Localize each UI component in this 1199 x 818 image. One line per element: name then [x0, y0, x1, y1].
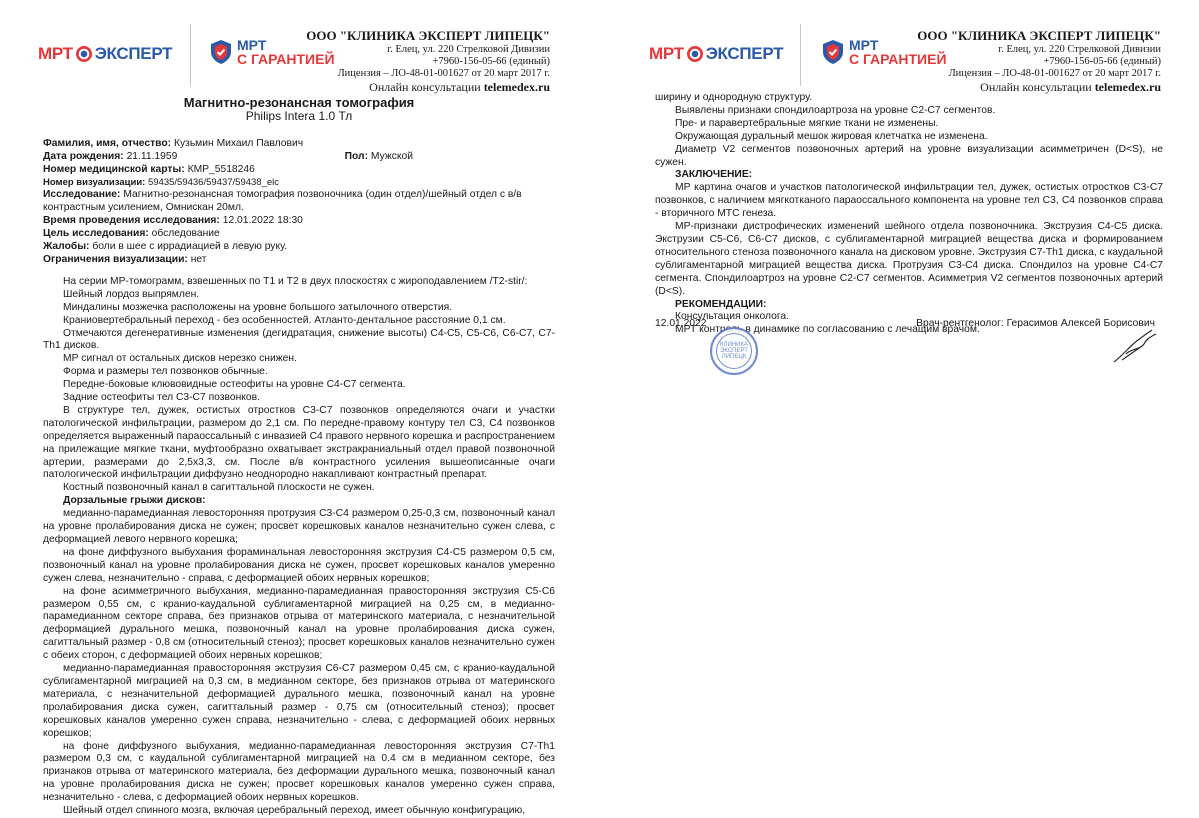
limits-value: нет	[190, 253, 207, 265]
clinic-address: г. Елец, ул. 220 Стрелковой Дивизии	[387, 44, 550, 55]
clinic-info	[306, 28, 550, 95]
finding-paragraph: Задние остеофиты тел С3-С7 позвонков.	[63, 392, 260, 404]
field-label: Жалобы:	[43, 241, 90, 253]
finding-paragraph: МР сигнал от остальных дисков нерезко снижен.	[63, 353, 297, 365]
finding-paragraph: Передне-боковые клювовидные остеофиты на уровне С4-С7 сегмента.	[63, 379, 406, 391]
field-card	[43, 164, 555, 177]
dob-value: 21.11.1959	[126, 150, 178, 162]
field-label: Исследование:	[43, 189, 121, 201]
finding-paragraph: Миндалины мозжечка расположены на уровне большого затылочного отверстия.	[63, 301, 453, 313]
hernia-section	[43, 508, 555, 818]
clinic-stamp	[710, 327, 758, 375]
report-page-2	[608, 0, 1199, 788]
field-study	[43, 189, 555, 215]
clinic-name: ООО "КЛИНИКА ЭКСПЕРТ ЛИПЕЦК"	[306, 28, 550, 43]
vis-value: 59435/59436/59437/59438_elc	[147, 176, 279, 188]
logo-mrt-text: МРТ	[38, 44, 73, 63]
field-label: Номер медицинской карты:	[43, 163, 185, 175]
finding-paragraph: ширину и однородную структуру.	[655, 92, 813, 103]
hernia-heading: Дорзальные грыжи дисков:	[63, 495, 206, 507]
finding-paragraph: Пре- и паравертебральные мягкие ткани не изменены.	[675, 117, 939, 129]
conclusion-paragraph: МР картина очагов и участков патологической инфильтрации тел, дужек, остистых отростков С3-С7 позвонков, с наличием мягкотканого параоссального компонента на уровне тел С3, С4 позвонков справа - вторичного МТС генеза.	[655, 182, 1163, 220]
finding-paragraph: На серии МР-томограмм, взвешенных по Т1 и Т2 в двух плоскостях с жироподавлением /T2-stir/:	[63, 275, 528, 287]
finding-paragraph: Краниовертебральный переход - без особенностей. Атланто-дентальное расстояние 0,1 см.	[63, 314, 506, 326]
logo-expert-text: ЭКСПЕРТ	[705, 44, 784, 63]
report-body-2	[655, 92, 1163, 337]
finding-paragraph: Форма и размеры тел позвонков обычные.	[63, 366, 268, 378]
report-body-1	[43, 97, 555, 818]
hernia-paragraph: медианно-парамедианная правосторонняя экструзия С6-С7 размером 0,45 см, с кранио-каудальной сублигаментарной миграцией на 0,3 см, в медианном секторе, без признаков отрыва от материнского материала, с незначительной деформацией дурального мешка, позвоночный канал на уровне пролабирования диска сужен, сагиттальный размер - 0,75 см (относительный стеноз); просвет корешковых каналов умеренно сужен справа, незначительно - слева, с деформацией обоих нервных корешков;	[43, 663, 555, 739]
stamp-text: КЛИНИКА ЭКСПЕРТ ЛИПЕЦК	[720, 342, 748, 360]
clinic-address: г. Елец, ул. 220 Стрелковой Дивизии	[998, 44, 1161, 55]
field-dob-sex	[43, 151, 413, 164]
divider	[190, 24, 191, 86]
hernia-paragraph: на фоне диффузного выбухания фораминальная левосторонняя экструзия С4-С5 размером 0,5 см, позвоночный канал на уровне пролабирования диска не сужен, просвет корешковых каналов умеренно сужен слева, незначительно - справа, с деформацией обоих нервных корешков;	[43, 546, 555, 584]
report-subtitle: Philips Intera 1.0 Тл	[245, 108, 353, 123]
hernia-paragraph: медианно-парамедианная левосторонняя протрузия С3-С4 размером 0,25-0,3 см, позвоночный канал на уровне пролабирования диска не сужен; просвет корешковых каналов незначительно сужен слева, с деформацией левого нервного корешка;	[43, 508, 555, 545]
finding-paragraph: Отмечаются дегенеративные изменения (дегидратация, снижение высоты) С4-С5, С5-С6, С6-С7, С7-Th1 дисков.	[43, 327, 555, 352]
field-label: Цель исследования:	[43, 228, 149, 240]
complaint-value: боли в шее с иррадиацией в левую руку.	[92, 241, 288, 253]
report-date: 12.01.2022	[655, 318, 707, 329]
goal-value: обследование	[151, 228, 220, 240]
guarantee-line-1: МРТ	[849, 37, 879, 53]
field-label: Фамилия, имя, отчество:	[43, 137, 172, 149]
clinic-license: Лицензия – ЛО-48-01-001627 от 20 март 2017 г.	[948, 68, 1161, 79]
shield-icon	[822, 39, 844, 65]
consult-site: telemedex.ru	[483, 80, 550, 94]
field-complaint	[43, 241, 555, 254]
doctor-name: Врач-рентгенолог: Герасимов Алексей Борисович	[916, 318, 1155, 329]
field-label: Пол:	[344, 150, 369, 162]
eye-icon	[687, 46, 703, 62]
clinic-license: Лицензия – ЛО-48-01-001627 от 20 март 2017 г.	[337, 68, 550, 79]
shield-icon	[210, 39, 232, 65]
guarantee-line-2: С ГАРАНТИЕЙ	[849, 51, 947, 67]
recommendations-heading: РЕКОМЕНДАЦИИ:	[675, 298, 767, 310]
finding-paragraph: Выявлены признаки спондилоартроза на уровне С2-С7 сегментов.	[675, 104, 996, 116]
field-vis	[43, 177, 555, 190]
finding-paragraph: Окружающая дуральный мешок жировая клетчатка не изменена.	[675, 130, 988, 142]
conclusion-heading: ЗАКЛЮЧЕНИЕ:	[675, 169, 753, 181]
consult-line	[306, 80, 550, 95]
report-page-1	[0, 0, 596, 817]
guarantee-line-2: С ГАРАНТИЕЙ	[237, 51, 335, 67]
eye-icon	[76, 46, 92, 62]
guarantee-line-1: МРТ	[237, 37, 267, 53]
card-value: КМР_5518246	[187, 163, 255, 175]
clinic-name: ООО "КЛИНИКА ЭКСПЕРТ ЛИПЕЦК"	[917, 28, 1161, 43]
logo-mrt-text: МРТ	[649, 44, 684, 63]
recommendation-paragraph: Консультация онколога.	[675, 311, 789, 323]
field-label: Дата рождения:	[43, 150, 124, 162]
field-label: Номер визуализации:	[43, 176, 146, 188]
conclusion-paragraph: МР-признаки дистрофических изменений шейного отдела позвоночника. Экструзия С4-С5 диска. Экструзии С5-С6, С6-С7 дисков, с сублигаментарной миграцией вещества диска и формированием относительного стеноза позвоночного канала на дисковом уровне. Экструзия С7-Th1 диска, с каудальной сублигаментарной миграцией вещества диска. Протрузия С3-С4 диска. Спондилоз на уровне С4-С7 сегмента. Спондилоартроз на уровне С2-С7 сегментов. Асимметрия V2 сегментов позвоночных артерий (D<S).	[655, 221, 1163, 297]
logo-expert-text: ЭКСПЕРТ	[94, 44, 173, 63]
field-goal	[43, 228, 555, 241]
finding-paragraph: Диаметр V2 сегментов позвоночных артерий на уровне визуализации асимметричен (D<S), не сужен.	[655, 143, 1163, 168]
finding-paragraph: Костный позвоночный канал в сагиттальной плоскости не сужен.	[63, 482, 375, 494]
study-value: Магнитно-резонансная томография позвоночника (один отдел)/шейный отдел с в/в контрастным усилением, Омнискан 20мл.	[43, 189, 522, 214]
mrt-expert-logo	[38, 44, 172, 64]
clinic-phone: +7960-156-05-66 (единый)	[432, 56, 550, 67]
report-title: Магнитно-резонансная томография	[183, 95, 415, 110]
consult-prefix: Онлайн консультации	[369, 80, 481, 94]
clinic-phone: +7960-156-05-66 (единый)	[1043, 56, 1161, 67]
findings-section	[43, 276, 555, 495]
doctor-signature	[1112, 326, 1162, 366]
time-value: 12.01.2022 18:30	[222, 215, 303, 227]
clinic-info	[917, 28, 1161, 95]
hernia-paragraph: Шейный отдел спинного мозга, включая церебральный переход, имеет обычную конфигурацию,	[63, 805, 526, 817]
mrt-expert-logo	[649, 44, 783, 64]
field-time	[43, 215, 555, 228]
consult-site: telemedex.ru	[1094, 80, 1161, 94]
field-name	[43, 138, 555, 151]
recommendation-paragraph: МРТ контроль в динамике по согласованию с лечащим врачом.	[675, 324, 980, 336]
field-label: Время проведения исследования:	[43, 215, 220, 227]
finding-paragraph: Шейный лордоз выпрямлен.	[63, 288, 200, 300]
hernia-paragraph: на фоне диффузного выбухания, медианно-парамедианная левосторонняя экструзия С7-Th1 размером 0,3 см, с каудальной сублигаментарной миграцией на 0.4 см в медианном секторе, без признаков отрыва от материнского материала, без деформации дурального мешка, позвоночный канал на уровне пролабирования диска не сужен; просвет корешковых каналов умеренно сужен справа, незначительно - слева, с деформацией обоих нервных корешков.	[43, 740, 555, 804]
divider	[800, 24, 801, 86]
finding-paragraph: В структуре тел, дужек, остистых отростков С3-С7 позвонков определяются очаги и участки патологической инфильтрации, размером до 2,1 см. По передне-правому контуру тел С3, С4 позвонков определяется выраженный параоссальный с инвазией С4 правого нервного корешка и распространением на прилежащие мягкие ткани, муфтообразно охватывает экстракраниальный отдел правой позвоночной артерии, размерами до 2,5х3,3, см. После в/в контрастного усиления вышеописанные очаги патологической инфильтрации диффузно неоднородно накапливают контрастный препарат.	[43, 404, 555, 481]
field-label: Ограничения визуализации:	[43, 253, 188, 265]
sex-value: Мужской	[370, 150, 413, 162]
hernia-paragraph: на фоне асимметричного выбухания, медианно-парамедианная правосторонняя экструзия С5-С6 размером 0,55 см, с кранио-каудальной сублигаментарной миграцией на 0,25 см, в медианно-парамедианном секторе справа, без признаков отрыва от материнского материала, с незначительной деформацией дурального мешка, позвоночный канал на уровне пролабирования диска сужен, сагиттальный размер - 0,8 см (относительный стеноз); просвет корешковых каналов незначительно сужен с обеих сторон, с деформацией обоих нервных корешков;	[43, 585, 555, 662]
consult-prefix: Онлайн консультации	[980, 80, 1092, 94]
patient-name: Кузьмин Михаил Павлович	[173, 137, 304, 149]
field-limits	[43, 254, 555, 267]
